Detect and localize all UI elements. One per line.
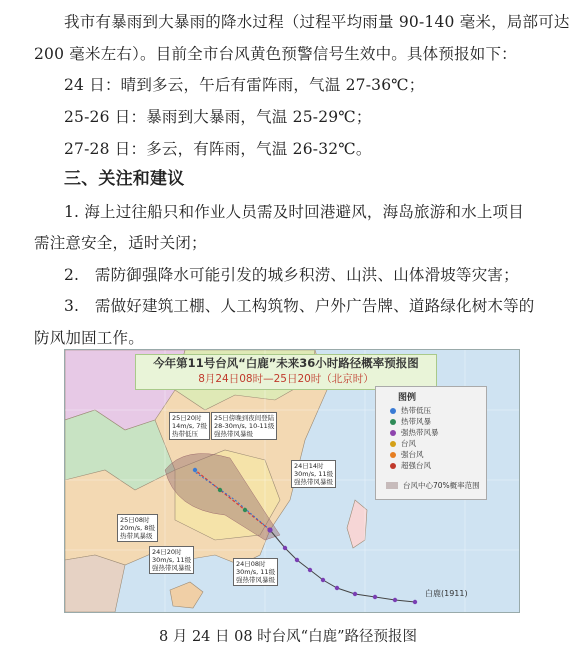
forecast-line-25-26: 25-26 日：暴雨到大暴雨，气温 25-29℃； xyxy=(64,108,372,126)
forecast-label: 24日08时 30m/s, 11级 强热带风暴级 xyxy=(233,558,278,586)
forecast-label: 24日20时 30m/s, 11级 强热带风暴级 xyxy=(149,546,194,574)
storm-name-label: 白鹿(1911) xyxy=(425,589,468,598)
section-heading: 三、关注和建议 xyxy=(64,169,185,189)
legend-cone: 台风中心70%概率范围 xyxy=(386,480,480,491)
forecast-line-24: 24 日：晴到多云，午后有雷阵雨，气温 27-36℃； xyxy=(64,76,425,94)
legend-dot-icon xyxy=(390,408,396,414)
legend-item: 强台风 xyxy=(376,449,486,460)
legend-dot-icon xyxy=(390,452,396,458)
legend-dot-icon xyxy=(390,419,396,425)
legend-item: 超强台风 xyxy=(376,460,486,471)
forecast-label: 25日傍晚到夜间登陆 28-30m/s, 10-11级 强热带风暴级 xyxy=(211,412,277,440)
legend-dot-icon xyxy=(390,463,396,469)
map-title: 今年第11号台风“白鹿”未来36小时路径概率预报图 xyxy=(153,356,419,370)
legend-item: 台风 xyxy=(376,438,486,449)
cone-swatch-icon xyxy=(386,482,398,489)
advice-item-2: 2. 需防御强降水可能引发的城乡积涝、山洪、山体滑坡等灾害； xyxy=(64,266,519,284)
forecast-label: 24日14时 30m/s, 11级 强热带风暴级 xyxy=(291,460,336,488)
forecast-label: 25日08时 20m/s, 8级 热带风暴级 xyxy=(117,514,158,542)
advice-item-3: 3. 需做好建筑工棚、人工构筑物、户外广告牌、道路绿化树木等的 xyxy=(64,297,535,315)
advice-item-1: 1. 海上过往船只和作业人员需及时回港避风，海岛旅游和水上项目 xyxy=(64,203,524,221)
legend-item: 热带低压 xyxy=(376,405,486,416)
paragraph-line: 200 毫米左右）。目前全市台风黄色预警信号生效中。具体预报如下： xyxy=(34,45,517,63)
advice-item-3-cont: 防风加固工作。 xyxy=(34,329,144,347)
legend-item: 热带风暴 xyxy=(376,416,486,427)
map-legend xyxy=(375,386,487,500)
legend-dot-icon xyxy=(390,441,396,447)
forecast-line-27-28: 27-28 日：多云，有阵雨，气温 26-32℃。 xyxy=(64,140,372,158)
typhoon-track-map xyxy=(64,349,520,613)
map-subtitle: 8月24日08时—25日20时（北京时） xyxy=(198,373,374,385)
paragraph-line: 我市有暴雨到大暴雨的降水过程（过程平均雨量 90-140 毫米，局部可达 xyxy=(64,13,570,31)
map-title-box xyxy=(135,354,437,390)
legend-title: 图例 xyxy=(398,393,417,403)
legend-dot-icon xyxy=(390,430,396,436)
legend-item: 强热带风暴 xyxy=(376,427,486,438)
forecast-label: 25日20时 14m/s, 7级 热带低压 xyxy=(169,412,210,440)
figure-caption: 8 月 24 日 08 时台风“白鹿”路径预报图 xyxy=(159,629,417,645)
advice-item-1-cont: 需注意安全，适时关闭； xyxy=(34,234,207,252)
